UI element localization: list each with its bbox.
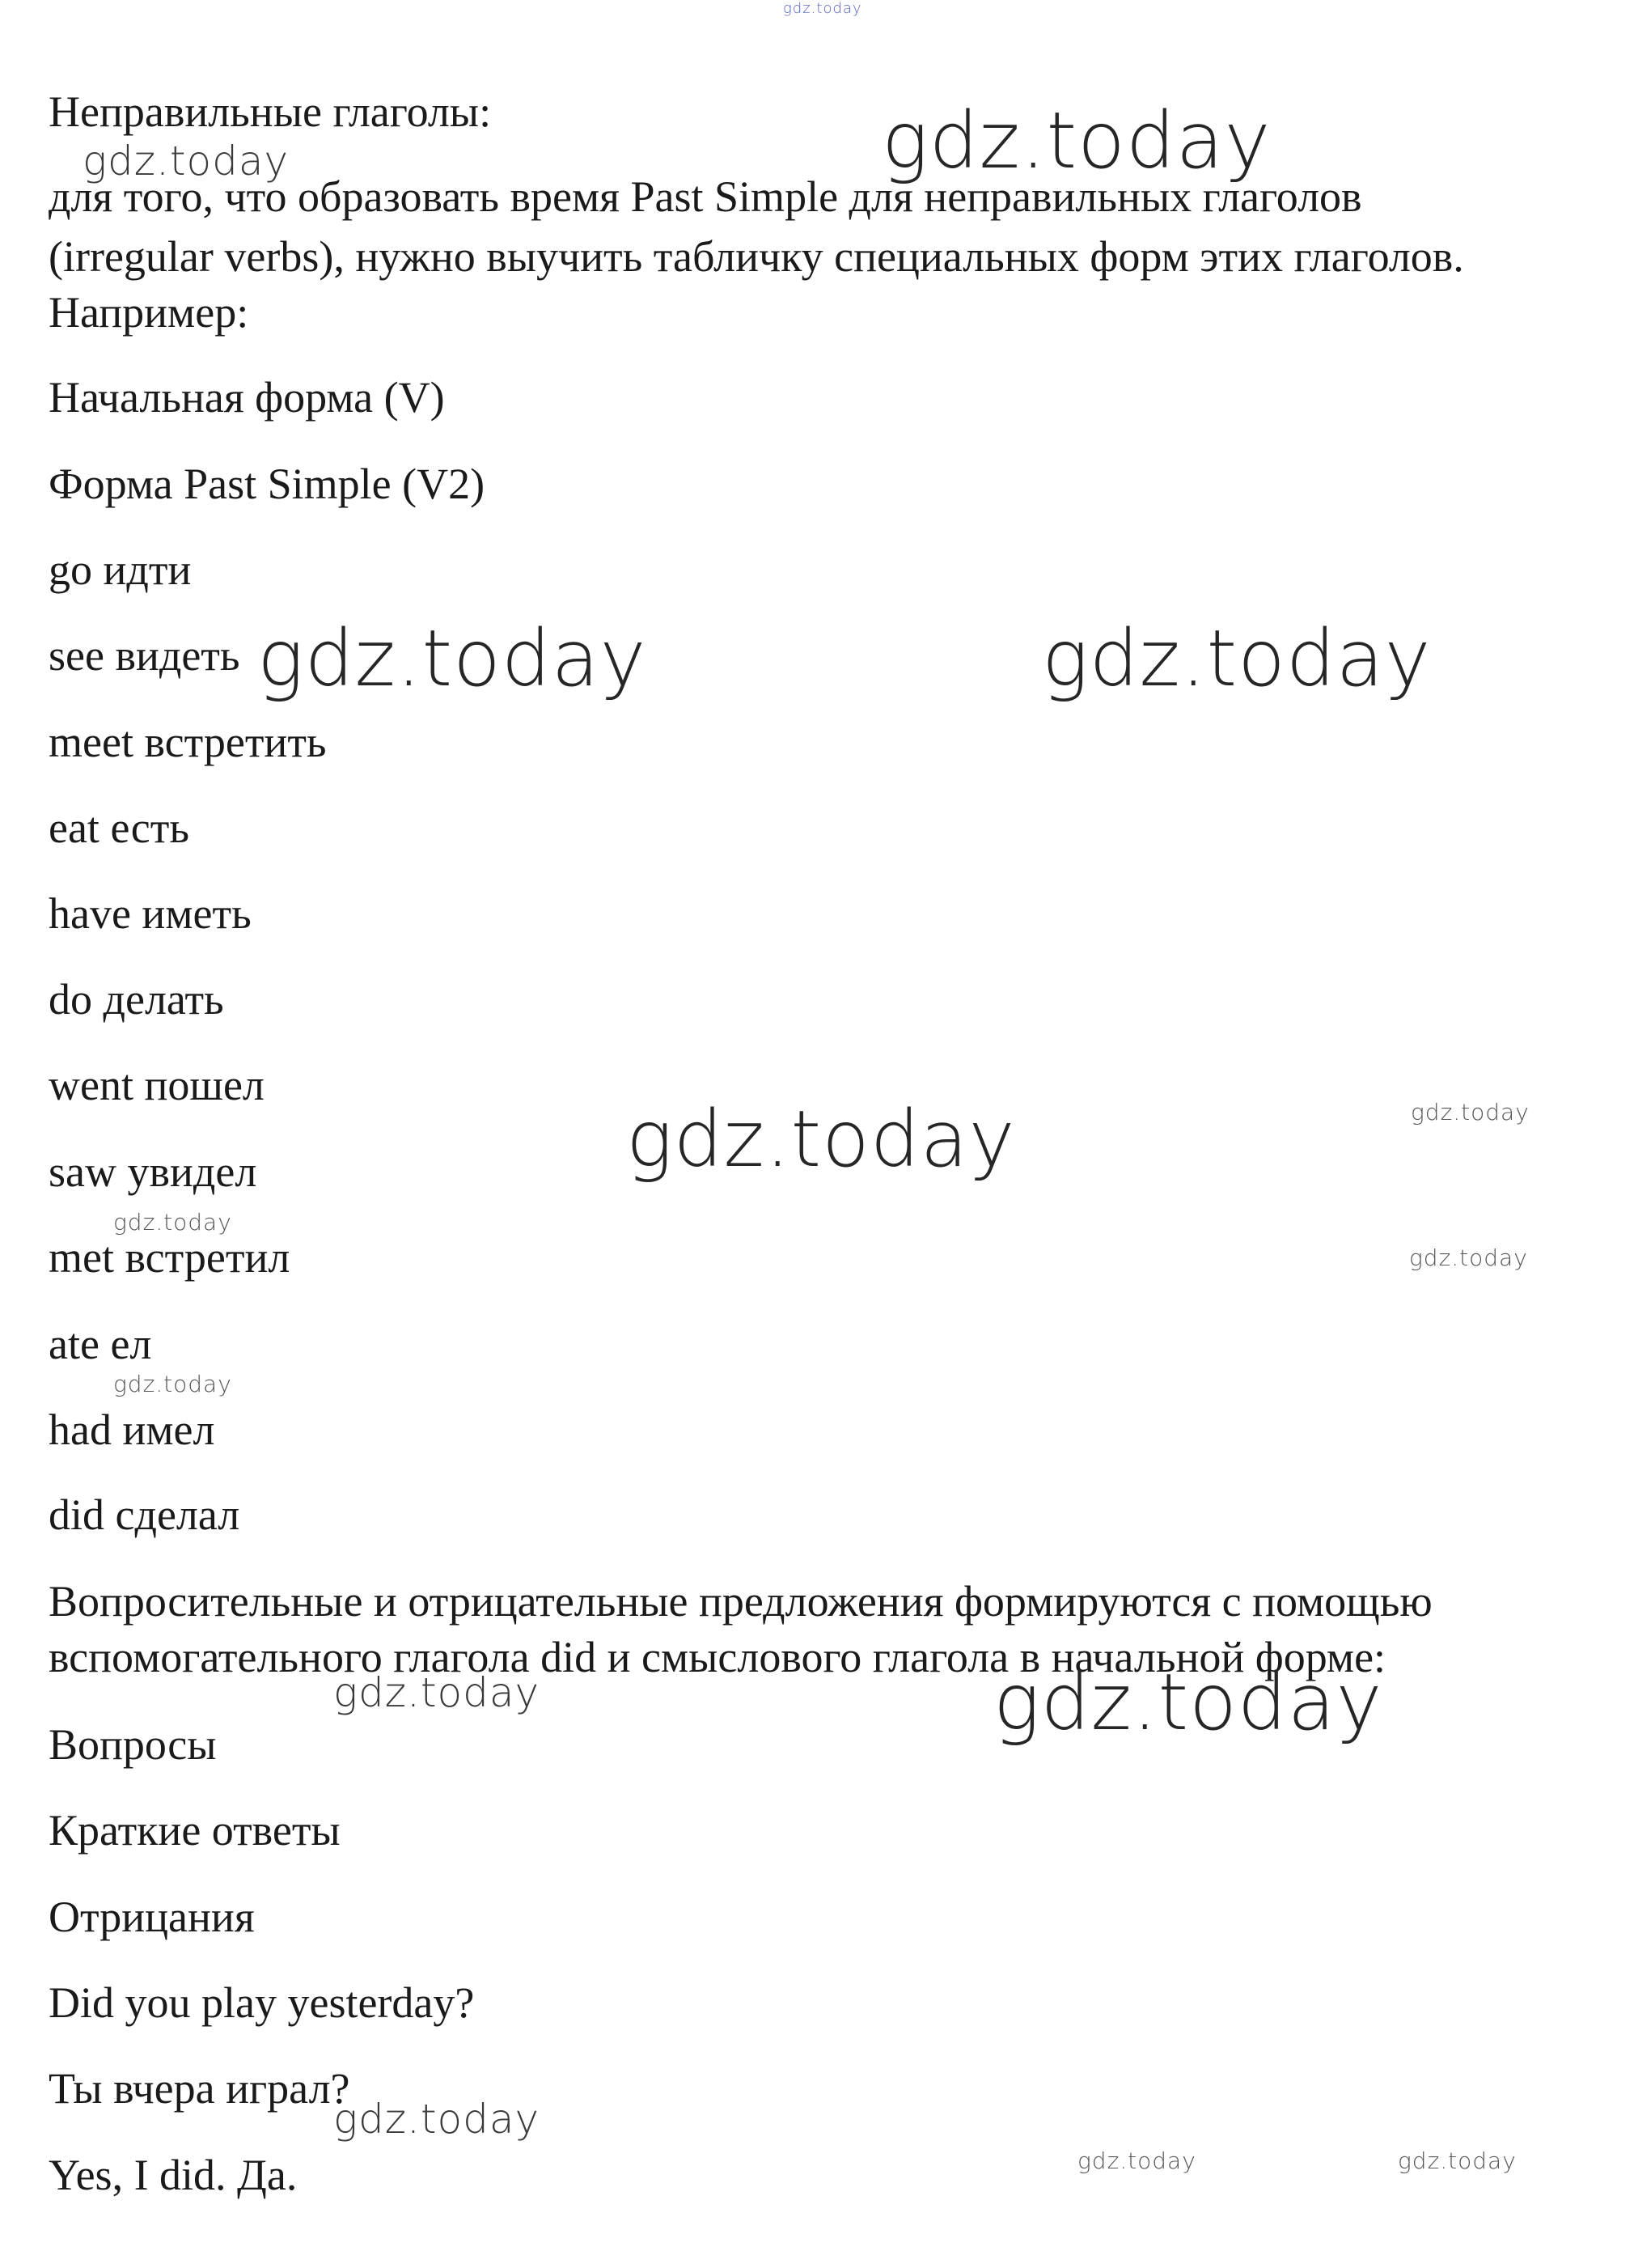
watermark: gdz.today bbox=[626, 1094, 1016, 1185]
verb-item: have иметь bbox=[49, 889, 252, 938]
watermark: gdz.today bbox=[257, 613, 647, 704]
watermark: gdz.today bbox=[83, 138, 290, 184]
verb-item: go идти bbox=[49, 545, 192, 594]
example-translation: Ты вчера играл? bbox=[49, 2064, 350, 2113]
paragraph-line: для того, что образовать время Past Simple для неправильных глаголов bbox=[49, 172, 1362, 221]
verb-item: met встретил bbox=[49, 1233, 290, 1282]
watermark: gdz.today bbox=[1042, 613, 1432, 704]
verb-item: meet встретить bbox=[49, 718, 327, 766]
verb-item: ate ел bbox=[49, 1320, 152, 1368]
paragraph-line: Вопросительные и отрицательные предложения формируются с помощью bbox=[49, 1577, 1433, 1626]
watermark: gdz.today bbox=[1077, 2147, 1196, 2174]
example-question: Did you play yesterday? bbox=[49, 1978, 475, 2027]
verb-item: saw увидел bbox=[49, 1147, 257, 1196]
paragraph-line: вспомогательного глагола did и смыслового глагола в начальной форме: bbox=[49, 1633, 1386, 1681]
heading-irregular-verbs: Неправильные глаголы: bbox=[49, 87, 492, 136]
verb-item: eat есть bbox=[49, 803, 189, 852]
watermark: gdz.today bbox=[333, 2096, 540, 2143]
verb-item: do делать bbox=[49, 975, 224, 1024]
watermark: gdz.today bbox=[113, 1371, 232, 1397]
column-label-base-form: Начальная форма (V) bbox=[49, 373, 445, 422]
label-questions: Вопросы bbox=[49, 1720, 217, 1769]
paragraph-line: Например: bbox=[49, 288, 249, 337]
verb-item: did сделал bbox=[49, 1490, 240, 1539]
watermark: gdz.today bbox=[1411, 1099, 1530, 1126]
watermark: gdz.today bbox=[1398, 2147, 1517, 2174]
watermark: gdz.today bbox=[993, 1657, 1383, 1748]
watermark: gdz.today bbox=[333, 1669, 540, 1716]
header-watermark: gdz.today bbox=[783, 0, 862, 17]
verb-item: see видеть bbox=[49, 631, 240, 680]
column-label-past-form: Форма Past Simple (V2) bbox=[49, 460, 485, 508]
label-negations: Отрицания bbox=[49, 1893, 255, 1941]
example-answer: Yes, I did. Да. bbox=[49, 2151, 298, 2199]
verb-item: went пошел bbox=[49, 1061, 265, 1109]
watermark: gdz.today bbox=[1409, 1244, 1528, 1271]
watermark: gdz.today bbox=[113, 1209, 232, 1236]
watermark: gdz.today bbox=[882, 95, 1272, 186]
paragraph-line: (irregular verbs), нужно выучить табличку специальных форм этих глаголов. bbox=[49, 232, 1464, 281]
verb-item: had имел bbox=[49, 1405, 215, 1454]
label-short-answers: Краткие ответы bbox=[49, 1806, 341, 1855]
